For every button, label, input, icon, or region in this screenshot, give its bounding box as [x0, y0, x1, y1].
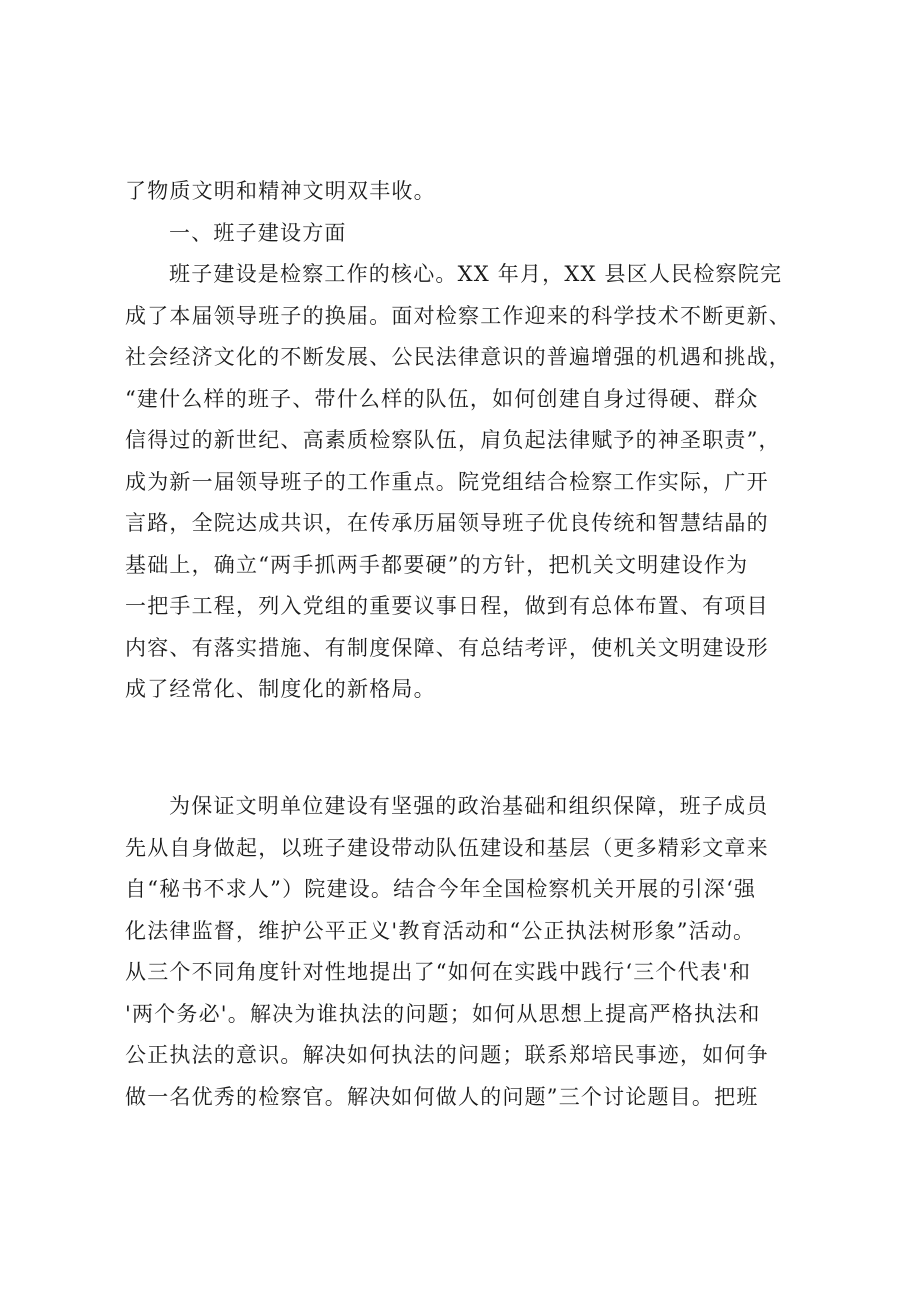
text-line: 化法律监督，维护公平正义'教育活动和“公正执法树形象”活动。 [125, 918, 756, 943]
text-line: 做一名优秀的检察官。解决如何做人的问题”三个讨论题目。把班 [125, 1084, 759, 1109]
text-line: 一把手工程，列入党组的重要议事日程，做到有总体布置、有项目 [125, 594, 769, 618]
text-line: 自“秘书不求人”）院建设。结合今年全国检察机关开展的引深‘强 [125, 877, 757, 901]
text-line: 成了本届领导班子的换届。面对检察工作迎来的科学技术不断更新、 [125, 303, 791, 328]
text-line: “建什么样的班子、带什么样的队伍，如何创建自身过得硬、群众 [125, 386, 759, 411]
text-line: 一、班子建设方面 [169, 220, 347, 245]
text-line: 了物质文明和精神文明双丰收。 [125, 179, 436, 203]
text-line: 言路，全院达成共识，在传承历届领导班子优良传统和智慧结晶的 [125, 511, 769, 535]
text-line: 先从自身做起，以班子建设带动队伍建设和基层（更多精彩文章来 [125, 835, 769, 860]
text-line: 社会经济文化的不断发展、公民法律意识的普遍增强的机遇和挑战， [125, 345, 791, 369]
text-line: 内容、有落实措施、有制度保障、有总结考评，使机关文明建设形 [125, 635, 769, 660]
text-line: 成为新一届领导班子的工作重点。院党组结合检察工作实际，广开 [125, 469, 769, 494]
text-line: 成了经常化、制度化的新格局。 [125, 677, 436, 701]
body-text-paragraph [125, 786, 805, 1118]
text-line: 为保证文明单位建设有坚强的政治基础和组织保障，班子成员 [169, 794, 769, 818]
text-line: 信得过的新世纪、高素质检察队伍，肩负起法律赋予的神圣职责”， [125, 428, 781, 452]
text-line: 公正执法的意识。解决如何执法的问题；联系郑培民事迹，如何争 [125, 1043, 769, 1067]
body-text-top [125, 171, 805, 711]
text-line: 基础上，确立“两手抓两手都要硬”的方针，把机关文明建设作为 [125, 552, 749, 577]
text-line: '两个务必'。解决为谁执法的问题；如何从思想上提高严格执法和 [125, 1001, 761, 1026]
text-line: 从三个不同角度针对性地提出了“如何在实践中践行‘三个代表'和 [125, 960, 752, 984]
text-line: 班子建设是检察工作的核心。XX 年月，XX 县区人民检察院完 [169, 262, 783, 286]
